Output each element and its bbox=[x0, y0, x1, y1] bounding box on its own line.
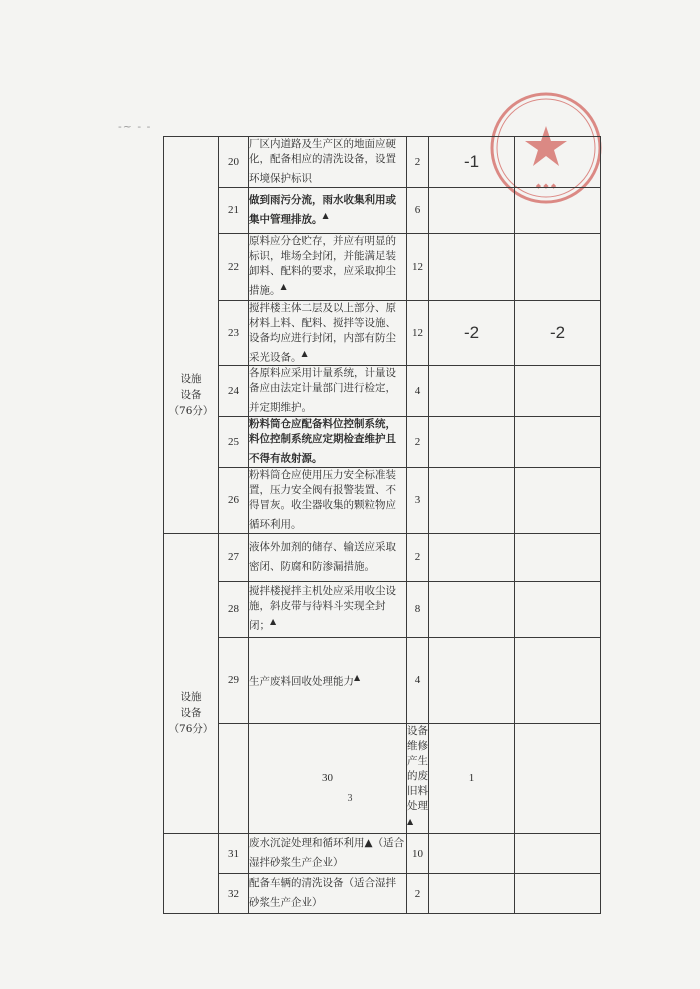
item-number: 24 bbox=[219, 366, 249, 417]
table-row bbox=[164, 874, 601, 914]
deduction-1 bbox=[515, 723, 601, 834]
item-score: 6 bbox=[407, 187, 429, 233]
item-number: 25 bbox=[219, 417, 249, 468]
deduction-1 bbox=[429, 468, 515, 534]
item-description: 设备维修产生的废旧料处理▲ bbox=[407, 723, 429, 834]
item-number: 27 bbox=[219, 533, 249, 581]
category-cell-empty bbox=[164, 834, 219, 914]
category-cell-empty bbox=[219, 723, 249, 834]
item-number: 32 bbox=[219, 874, 249, 914]
scan-mark: -~ - - bbox=[118, 120, 152, 133]
item-description: 做到雨污分流，雨水收集利用或集中管理排放。▲ bbox=[249, 187, 407, 233]
deduction-2 bbox=[515, 187, 601, 233]
item-description: 粉料筒仓应使用压力安全标准装置，压力安全阀有报警装置、不得冒灰。收尘器收集的颗粒物应循环利用。 bbox=[249, 468, 407, 534]
table-row bbox=[164, 366, 601, 417]
item-score: 2 bbox=[407, 417, 429, 468]
deduction-2 bbox=[515, 417, 601, 468]
table-row bbox=[164, 417, 601, 468]
category-cell-top: 设施 设备 （76分） bbox=[164, 137, 219, 534]
item-number: 28 bbox=[219, 581, 249, 637]
deduction-2 bbox=[515, 533, 601, 581]
item-description: 原料应分仓贮存，并应有明显的标识，堆场全封闭，并能满足装卸料、配料的要求，应采取抑尘措施。▲ bbox=[249, 233, 407, 300]
item-score: 8 bbox=[407, 581, 429, 637]
item-score: 1 bbox=[429, 723, 515, 834]
deduction-2 bbox=[515, 834, 601, 874]
item-score: 12 bbox=[407, 233, 429, 300]
item-number: 20 bbox=[219, 137, 249, 188]
item-score: 10 bbox=[407, 834, 429, 874]
table-row bbox=[164, 834, 601, 874]
svg-text:◆ ◆ ◆: ◆ ◆ ◆ bbox=[535, 182, 557, 190]
item-description: 液体外加剂的储存、输送应采取密闭、防腐和防渗漏措施。 bbox=[249, 533, 407, 581]
item-number: 31 bbox=[219, 834, 249, 874]
deduction-2 bbox=[515, 366, 601, 417]
item-score: 2 bbox=[407, 137, 429, 188]
deduction-2 bbox=[515, 581, 601, 637]
item-score: 4 bbox=[407, 366, 429, 417]
page-number: 3 bbox=[347, 793, 353, 804]
deduction-1 bbox=[429, 637, 515, 723]
deduction-1 bbox=[429, 581, 515, 637]
deduction-1 bbox=[429, 187, 515, 233]
table-row bbox=[164, 187, 601, 233]
item-number: 29 bbox=[219, 637, 249, 723]
item-description: 厂区内道路及生产区的地面应硬化，配备相应的清洗设备，设置环境保护标识 bbox=[249, 137, 407, 188]
table-row bbox=[164, 137, 601, 188]
item-number: 26 bbox=[219, 468, 249, 534]
item-score: 2 bbox=[407, 533, 429, 581]
table-row bbox=[164, 533, 601, 581]
item-description: 各原料应采用计量系统，计量设备应由法定计量部门进行检定，并定期维护。 bbox=[249, 366, 407, 417]
item-number: 22 bbox=[219, 233, 249, 300]
deduction-2 bbox=[515, 233, 601, 300]
item-score: 4 bbox=[407, 637, 429, 723]
item-score: 12 bbox=[407, 300, 429, 366]
table-row bbox=[164, 723, 601, 834]
item-description: 生产废料回收处理能力▲ bbox=[249, 637, 407, 723]
item-description: 配备车辆的清洗设备（适合湿拌砂浆生产企业） bbox=[249, 874, 407, 914]
table-row bbox=[164, 468, 601, 534]
category-cell-bottom: 设施 设备 （76分） bbox=[164, 533, 219, 834]
deduction-2 bbox=[515, 874, 601, 914]
deduction-1 bbox=[429, 533, 515, 581]
item-number: 23 bbox=[219, 300, 249, 366]
item-description: 搅拌楼主体二层及以上部分、原材料上料、配料、搅拌等设施、设备均应进行封闭，内部有防尘采光设备。▲ bbox=[249, 300, 407, 366]
deduction-1 bbox=[429, 366, 515, 417]
item-score: 2 bbox=[407, 874, 429, 914]
deduction-2 bbox=[515, 637, 601, 723]
deduction-1 bbox=[429, 874, 515, 914]
deduction-2 bbox=[515, 137, 601, 188]
item-description: 搅拌楼搅拌主机处应采用收尘设施，斜皮带与待料斗实现全封闭；▲ bbox=[249, 581, 407, 637]
deduction-1 bbox=[429, 417, 515, 468]
item-description: 粉料筒仓应配备料位控制系统，料位控制系统应定期检查维护且不得有故射源。 bbox=[249, 417, 407, 468]
table-row bbox=[164, 637, 601, 723]
item-description: 废水沉淀处理和循环利用▲（适合湿拌砂浆生产企业） bbox=[249, 834, 407, 874]
table-row bbox=[164, 300, 601, 366]
deduction-1 bbox=[429, 834, 515, 874]
deduction-1: -2 bbox=[429, 300, 515, 366]
table-row bbox=[164, 581, 601, 637]
deduction-2: -2 bbox=[515, 300, 601, 366]
item-score: 3 bbox=[407, 468, 429, 534]
table-row bbox=[164, 233, 601, 300]
deduction-1 bbox=[429, 233, 515, 300]
deduction-1: -1 bbox=[429, 137, 515, 188]
deduction-2 bbox=[515, 468, 601, 534]
item-number: 30 bbox=[249, 723, 407, 834]
item-number: 21 bbox=[219, 187, 249, 233]
